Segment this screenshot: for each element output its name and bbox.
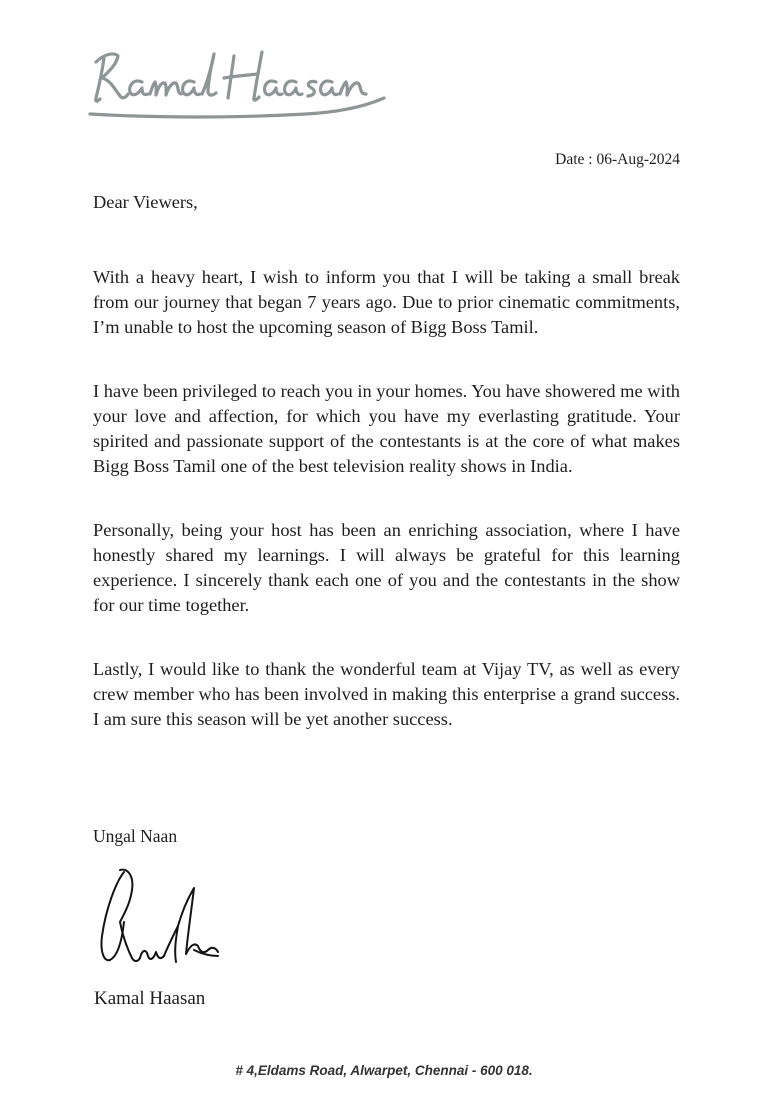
letter-paragraph: I have been privileged to reach you in your homes. You have showered me with your love and affection, for which you have my everlasting gratitude. Your spirited and passionate support of the contestants is at the core of what makes Bigg Boss Tamil one of the best television reality shows in India.	[93, 381, 680, 476]
salutation: Dear Viewers,	[93, 192, 198, 212]
letter-paragraph: Lastly, I would like to thank the wonderful team at Vijay TV, as well as every crew member who has been involved in making this enterprise a grand success. I am sure this season will be yet another success.	[93, 659, 680, 729]
closing-phrase: Ungal Naan	[93, 826, 178, 846]
signer-name: Kamal Haasan	[94, 988, 206, 1009]
footer-address: # 4,Eldams Road, Alwarpet, Chennai - 600 018.	[235, 1063, 533, 1078]
letter-date: Date : 06-Aug-2024	[555, 151, 680, 168]
letterhead-logo	[86, 44, 396, 124]
letter-body	[93, 190, 680, 771]
handwritten-signature	[94, 862, 224, 980]
letter-paragraph: With a heavy heart, I wish to inform you that I will be taking a small break from our journey that began 7 years ago. Due to prior cinematic commitments, I’m unable to host the upcoming season of Bigg Boss Tamil.	[93, 267, 680, 337]
letter-paragraph: Personally, being your host has been an enriching association, where I have honestly shared my learnings. I will always be grateful for this learning experience. I sincerely thank each one of you and the contestants in the show for our time together.	[93, 520, 680, 615]
